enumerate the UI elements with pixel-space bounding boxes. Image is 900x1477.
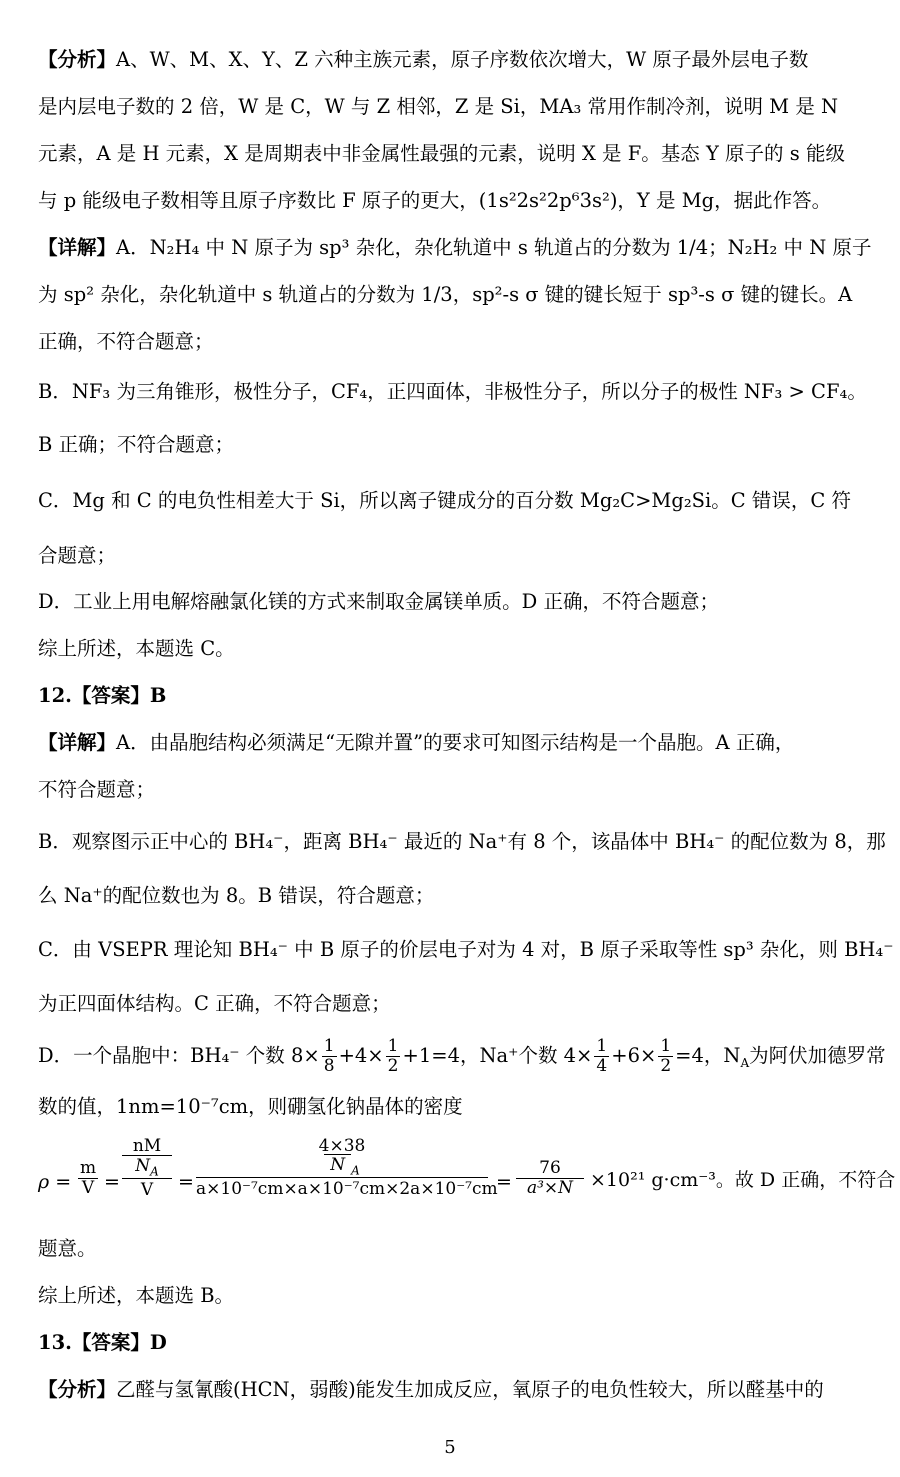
- q11-detail-line-1: [38, 236, 872, 260]
- na-letter: N: [324, 1154, 351, 1175]
- equals: =: [104, 1171, 120, 1193]
- q12-option-d-line-1: [38, 1034, 886, 1078]
- na-letter: N: [135, 1156, 151, 1176]
- page-number: 5: [444, 1437, 456, 1458]
- q12-option-b-line-1: B．观察图示正中心的 BH₄⁻，距离 BH₄⁻ 最近的 Na⁺有 8 个，该晶体中 BH₄⁻ 的配位数为 8，那: [38, 830, 886, 853]
- subscript: A: [740, 1055, 750, 1070]
- q12-option-c-line-1: C．由 VSEPR 理论知 BH₄⁻ 中 B 原子的价层电子对为 4 对，B 原子采取等性 sp³ 杂化，则 BH₄⁻: [38, 938, 894, 961]
- q11-analysis-line-2: 是内层电子数的 2 倍，W 是 C，W 与 Z 相邻，Z 是 Si，MA₃ 常用作制冷剂，说明 M 是 N: [38, 95, 839, 118]
- subscript: A: [150, 1164, 159, 1179]
- text: +1=4，Na⁺个数 4×: [402, 1044, 593, 1067]
- q12-option-d-line-2: 数的值，1nm=10⁻⁷cm，则硼氢化钠晶体的密度: [38, 1095, 463, 1118]
- fraction-m-over-v: [78, 1159, 98, 1198]
- numerator: 1: [323, 1036, 335, 1056]
- equals: =: [178, 1171, 194, 1193]
- text: 乙醛与氢氰酸(HCN，弱酸)能发生加成反应，氧原子的电负性较大，所以醛基中的: [116, 1378, 824, 1401]
- q11-option-b-line-1: B．NF₃ 为三角锥形，极性分子，CF₄，正四面体，非极性分子，所以分子的极性 NF₃ > CF₄。: [38, 380, 867, 403]
- text: A．由晶胞结构必须满足“无隙并置”的要求可知图示结构是一个晶胞。A 正确，: [116, 731, 795, 754]
- q12-detail-line-1: [38, 731, 866, 755]
- fraction-76: [516, 1159, 584, 1198]
- fraction-one-quarter: [594, 1037, 609, 1076]
- numerator: 1: [387, 1036, 399, 1056]
- q11-option-c-line-2: 合题意；: [38, 544, 117, 567]
- denominator: V: [81, 1178, 95, 1198]
- fraction-one-half: [386, 1037, 401, 1076]
- fraction-big: [196, 1136, 498, 1200]
- q12-option-d-line-3: 题意。: [38, 1237, 97, 1260]
- q11-option-b-line-2: B 正确；不符合题意；: [38, 433, 235, 456]
- numerator: 1: [660, 1036, 672, 1056]
- detail-tag: 【详解】: [38, 731, 117, 754]
- denominator: a×10⁻⁷cm×a×10⁻⁷cm×2a×10⁻⁷cm: [196, 1179, 498, 1199]
- numerator: 1: [596, 1036, 608, 1056]
- equals: =: [496, 1171, 512, 1193]
- denominator: 2: [660, 1056, 672, 1076]
- analysis-tag: 【分析】: [38, 1378, 117, 1401]
- q11-analysis-line-1: [38, 48, 866, 72]
- q11-detail-line-3: 正确，不符合题意；: [38, 330, 214, 353]
- fraction-one-eighth: [322, 1037, 337, 1076]
- na: [196, 1155, 488, 1178]
- q12-summary: 综上所述，本题选 B。: [38, 1284, 235, 1307]
- na: [122, 1155, 172, 1179]
- q11-option-d-line: D．工业上用电解熔融氯化镁的方式来制取金属镁单质。D 正确，不符合题意；: [38, 590, 719, 613]
- detail-tag: 【详解】: [38, 236, 117, 259]
- q12-answer: 12.【答案】B: [38, 684, 167, 707]
- analysis-tag: 【分析】: [38, 48, 117, 71]
- v: V: [122, 1178, 172, 1201]
- denominator: a³×N: [526, 1178, 574, 1198]
- q11-analysis-line-4: 与 p 能级电子数相等且原子序数比 F 原子的更大，(1s²2s²2p⁶3s²)，Y 是 Mg，据此作答。: [38, 189, 832, 212]
- text: A、W、M、X、Y、Z 六种主族元素，原子序数依次增大，W 原子最外层电子数: [116, 48, 809, 71]
- q11-analysis-line-3: 元素，A 是 H 元素，X 是周期表中非金属性最强的元素，说明 X 是 F。基态 Y 原子的 s 能级: [38, 142, 845, 165]
- text: D．一个晶胞中：BH₄⁻ 个数 8×: [38, 1044, 320, 1067]
- rho-symbol: ρ =: [38, 1171, 72, 1193]
- density-formula: [38, 1135, 896, 1220]
- text: +6×: [611, 1044, 657, 1067]
- q11-summary: 综上所述，本题选 C。: [38, 637, 235, 660]
- numerator: m: [80, 1158, 97, 1178]
- text: =4，N: [675, 1044, 741, 1067]
- q12-option-b-line-2: 么 Na⁺的配位数也为 8。B 错误，符合题意；: [38, 884, 435, 907]
- q12-detail-line-2: 不符合题意；: [38, 778, 156, 801]
- q12-option-c-line-2: 为正四面体结构。C 正确，不符合题意；: [38, 992, 391, 1015]
- fraction-nm-over-na-over-v: [122, 1137, 172, 1201]
- numerator: 4×38: [318, 1136, 366, 1156]
- q11-option-c-line-1: C．Mg 和 C 的电负性相差大于 Si，所以离子键成分的百分数 Mg₂C>Mg₂Si。C 错误，C 符: [38, 489, 852, 512]
- text: A．N₂H₄ 中 N 原子为 sp³ 杂化，杂化轨道中 s 轨道占的分数为 1/4；N₂H₂ 中 N 原子: [116, 236, 872, 259]
- denominator: 4: [596, 1056, 608, 1076]
- denominator: 2: [387, 1056, 399, 1076]
- subscript: A: [351, 1163, 360, 1178]
- text: 为阿伏加德罗常: [749, 1044, 886, 1067]
- q11-detail-line-2: 为 sp² 杂化，杂化轨道中 s 轨道占的分数为 1/3，sp²-s σ 键的键长短于 sp³-s σ 键的键长。A: [38, 283, 853, 306]
- q13-answer: 13.【答案】D: [38, 1331, 167, 1354]
- fraction-one-half: [658, 1037, 673, 1076]
- text: ×10²¹ g·cm⁻³。故 D 正确，不符合: [590, 1169, 896, 1191]
- nm: nM: [132, 1136, 162, 1156]
- denominator: 8: [323, 1056, 335, 1076]
- text: +4×: [338, 1044, 384, 1067]
- numerator: 76: [516, 1159, 584, 1179]
- q13-analysis-line-1: [38, 1378, 866, 1402]
